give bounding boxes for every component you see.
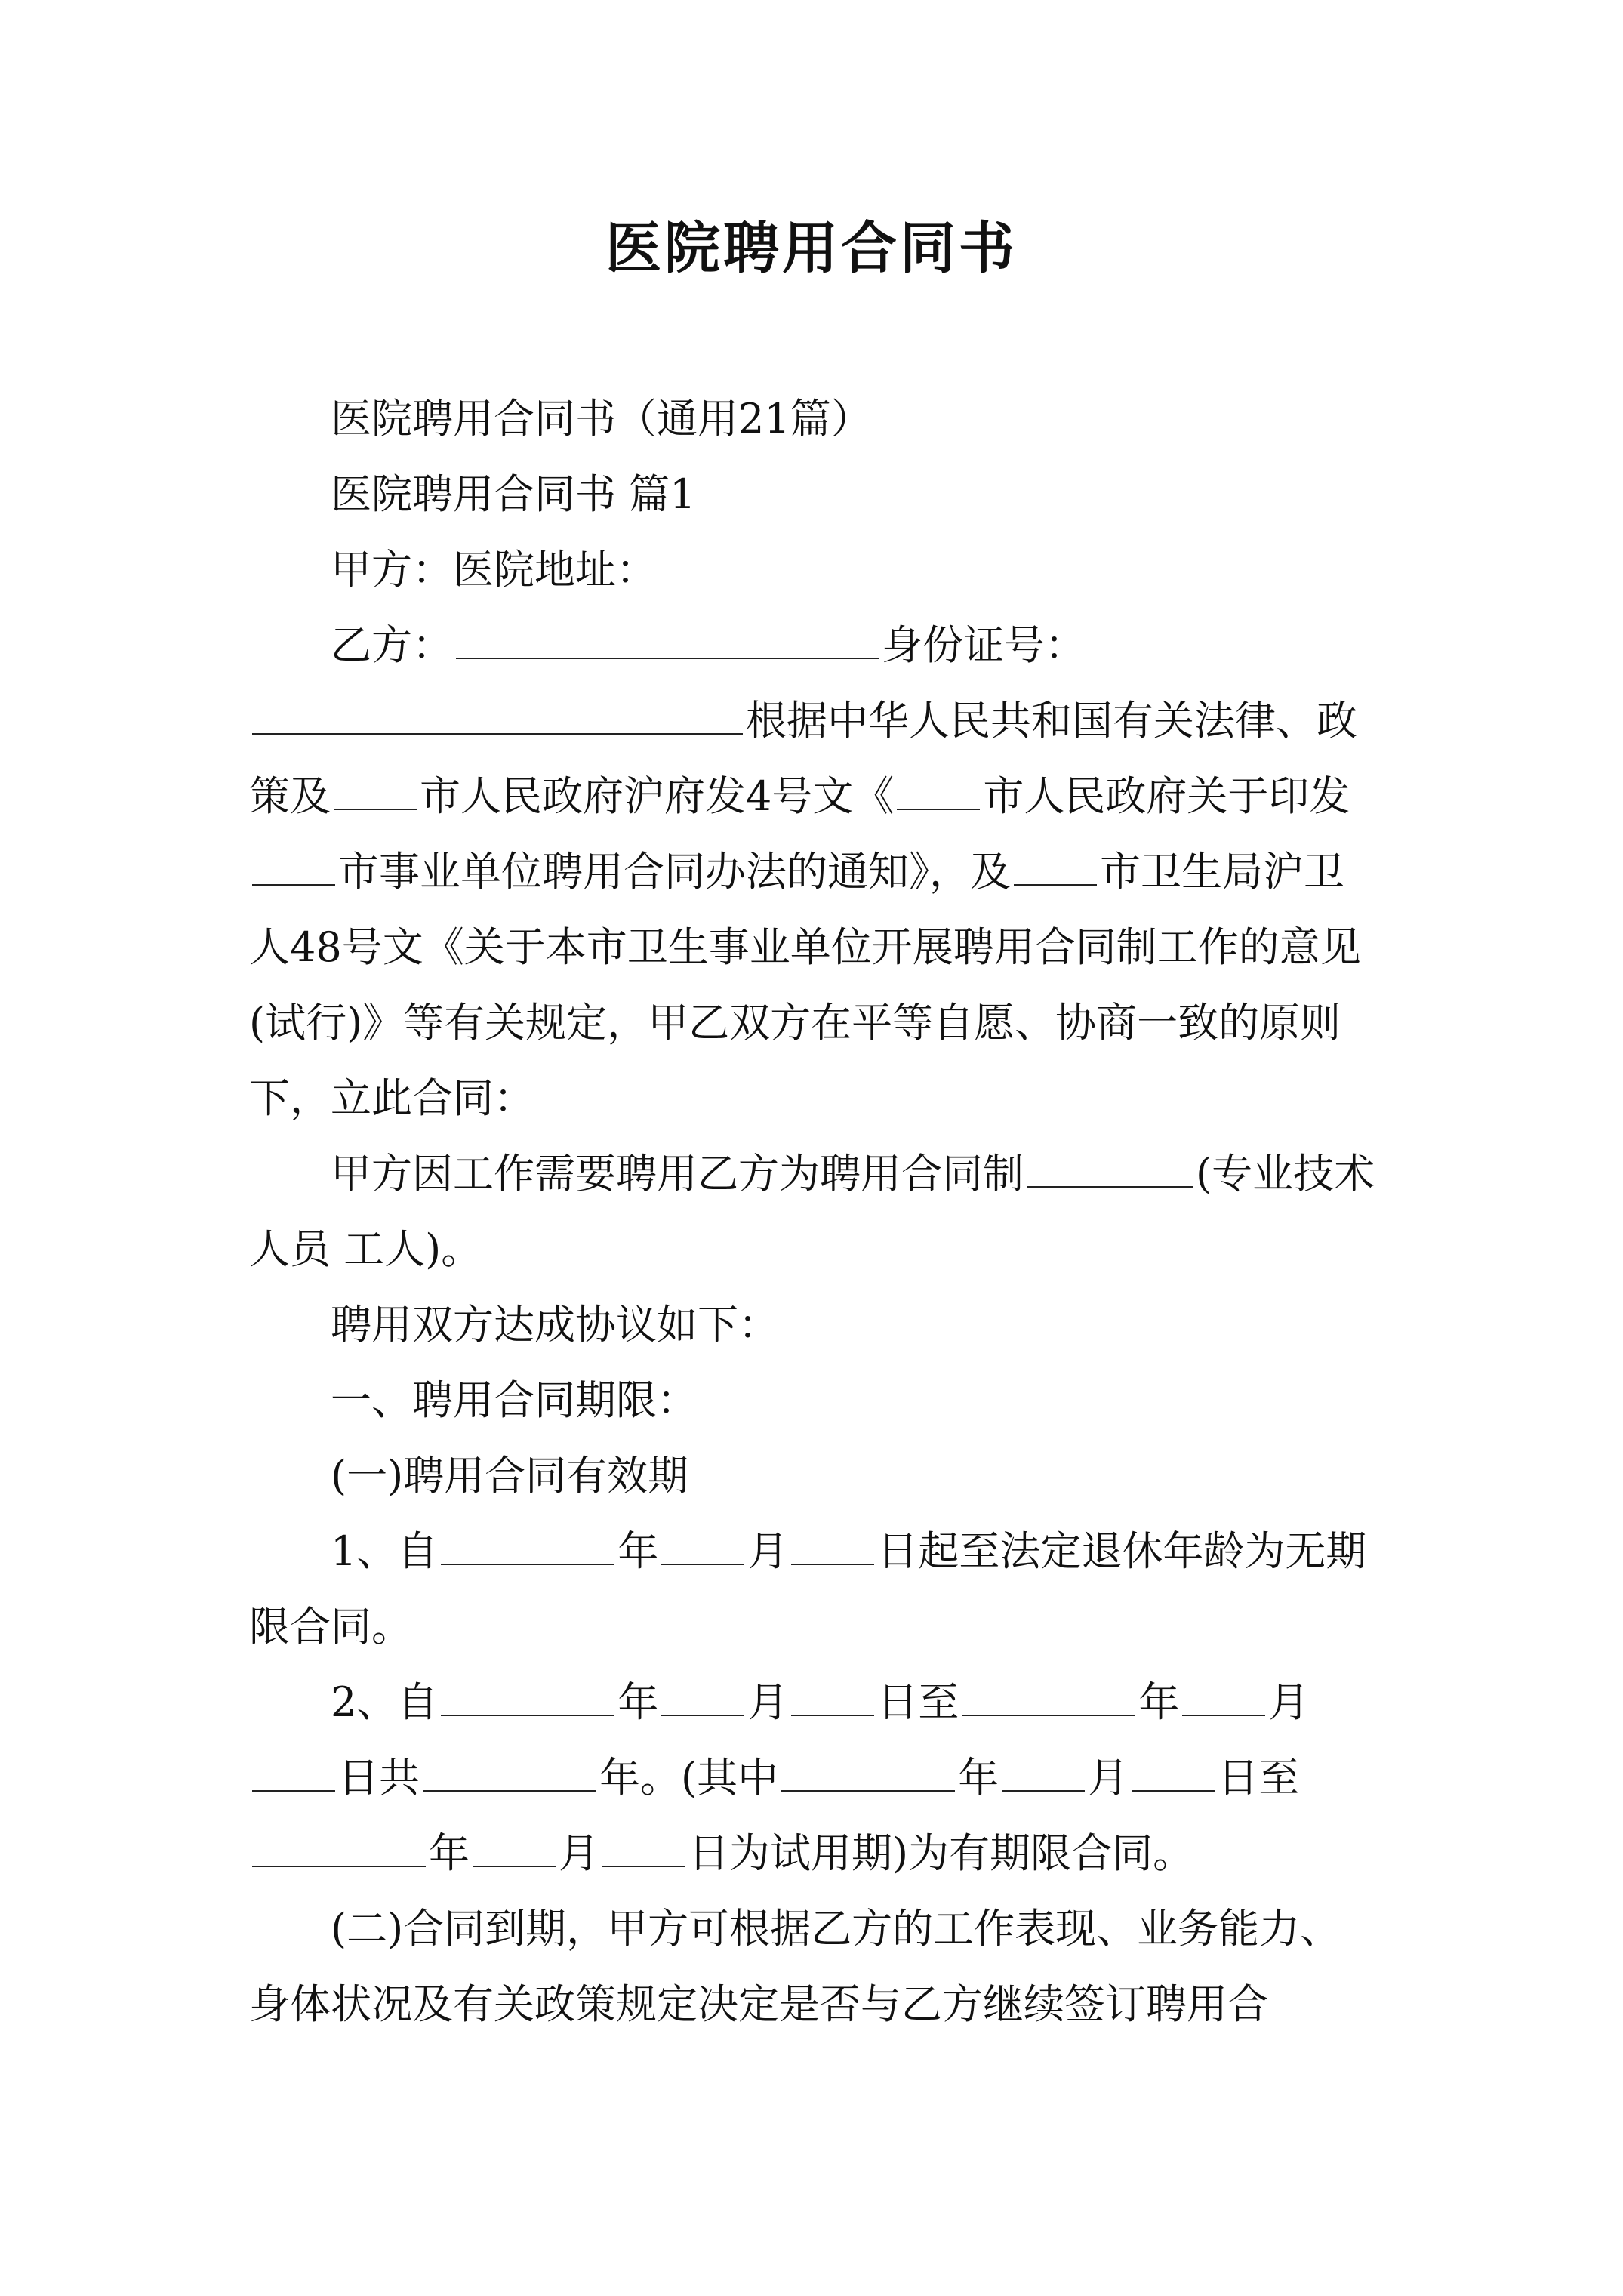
blank-field[interactable] [252, 1749, 335, 1792]
blank-field[interactable] [791, 1674, 874, 1716]
party-a-line: 甲方：医院地址： [331, 546, 657, 593]
blank-field[interactable] [252, 692, 743, 735]
clause-2-paragraph: 2、自 年 月 日至 年 月日共 年。(其中 年 月 日至年 月 日为试用期)为有期限合同。 [249, 1665, 1381, 1891]
blank-field[interactable] [602, 1825, 685, 1867]
blank-field[interactable] [962, 1674, 1135, 1716]
blank-field[interactable] [661, 1674, 744, 1716]
blank-field[interactable] [441, 1523, 614, 1565]
blank-field[interactable] [423, 1749, 596, 1792]
blank-field[interactable] [456, 617, 879, 659]
sub-clause-heading-1: (一)聘用合同有效期 [331, 1452, 689, 1499]
sub-clause-2-paragraph: (二)合同到期，甲方可根据乙方的工作表现、业务能力、身体状况及有关政策规定决定是否与乙方继续签订聘用合 [249, 1905, 1341, 2028]
document-body [249, 381, 1381, 2042]
blank-field[interactable] [1132, 1749, 1215, 1792]
blank-field[interactable] [791, 1523, 874, 1565]
agreement-line: 聘用双方达成协议如下： [331, 1301, 779, 1348]
blank-field[interactable] [473, 1825, 556, 1867]
blank-field[interactable] [1002, 1749, 1085, 1792]
blank-field[interactable] [1014, 843, 1097, 886]
section-heading: 医院聘用合同书 篇1 [331, 470, 696, 518]
blank-field[interactable] [781, 1749, 955, 1792]
blank-field[interactable] [441, 1674, 614, 1716]
clause-1-paragraph: 1、自 年 月 日起至法定退休年龄为无期限合同。 [249, 1514, 1381, 1665]
document-title: 医院聘用合同书 [605, 216, 1018, 281]
blank-field[interactable] [1027, 1145, 1193, 1188]
employment-type-paragraph: 甲方因工作需要聘用乙方为聘用合同制 (专业技术人员 工人)。 [249, 1136, 1381, 1287]
blank-field[interactable] [252, 843, 335, 886]
blank-field[interactable] [1182, 1674, 1265, 1716]
blank-field[interactable] [661, 1523, 744, 1565]
party-b-paragraph: 乙方： 身份证号：根据中华人民共和国有关法律、政策及 市人民政府沪府发4号文《 市人民政府关于印发市事业单位聘用合同办法的通知》，及 市卫生局沪卫人48号文《关于本市卫生事业单位开展聘用合同制工作的意见(试行)》等有关规定，甲乙双方在平等自愿、协商一致的原则下，立此合同： [249, 608, 1381, 1136]
blank-field[interactable] [252, 1825, 426, 1867]
blank-field[interactable] [334, 768, 417, 810]
clause-heading-1: 一、聘用合同期限： [331, 1376, 698, 1424]
subtitle-line: 医院聘用合同书（通用21篇） [331, 395, 872, 442]
blank-field[interactable] [897, 768, 980, 810]
